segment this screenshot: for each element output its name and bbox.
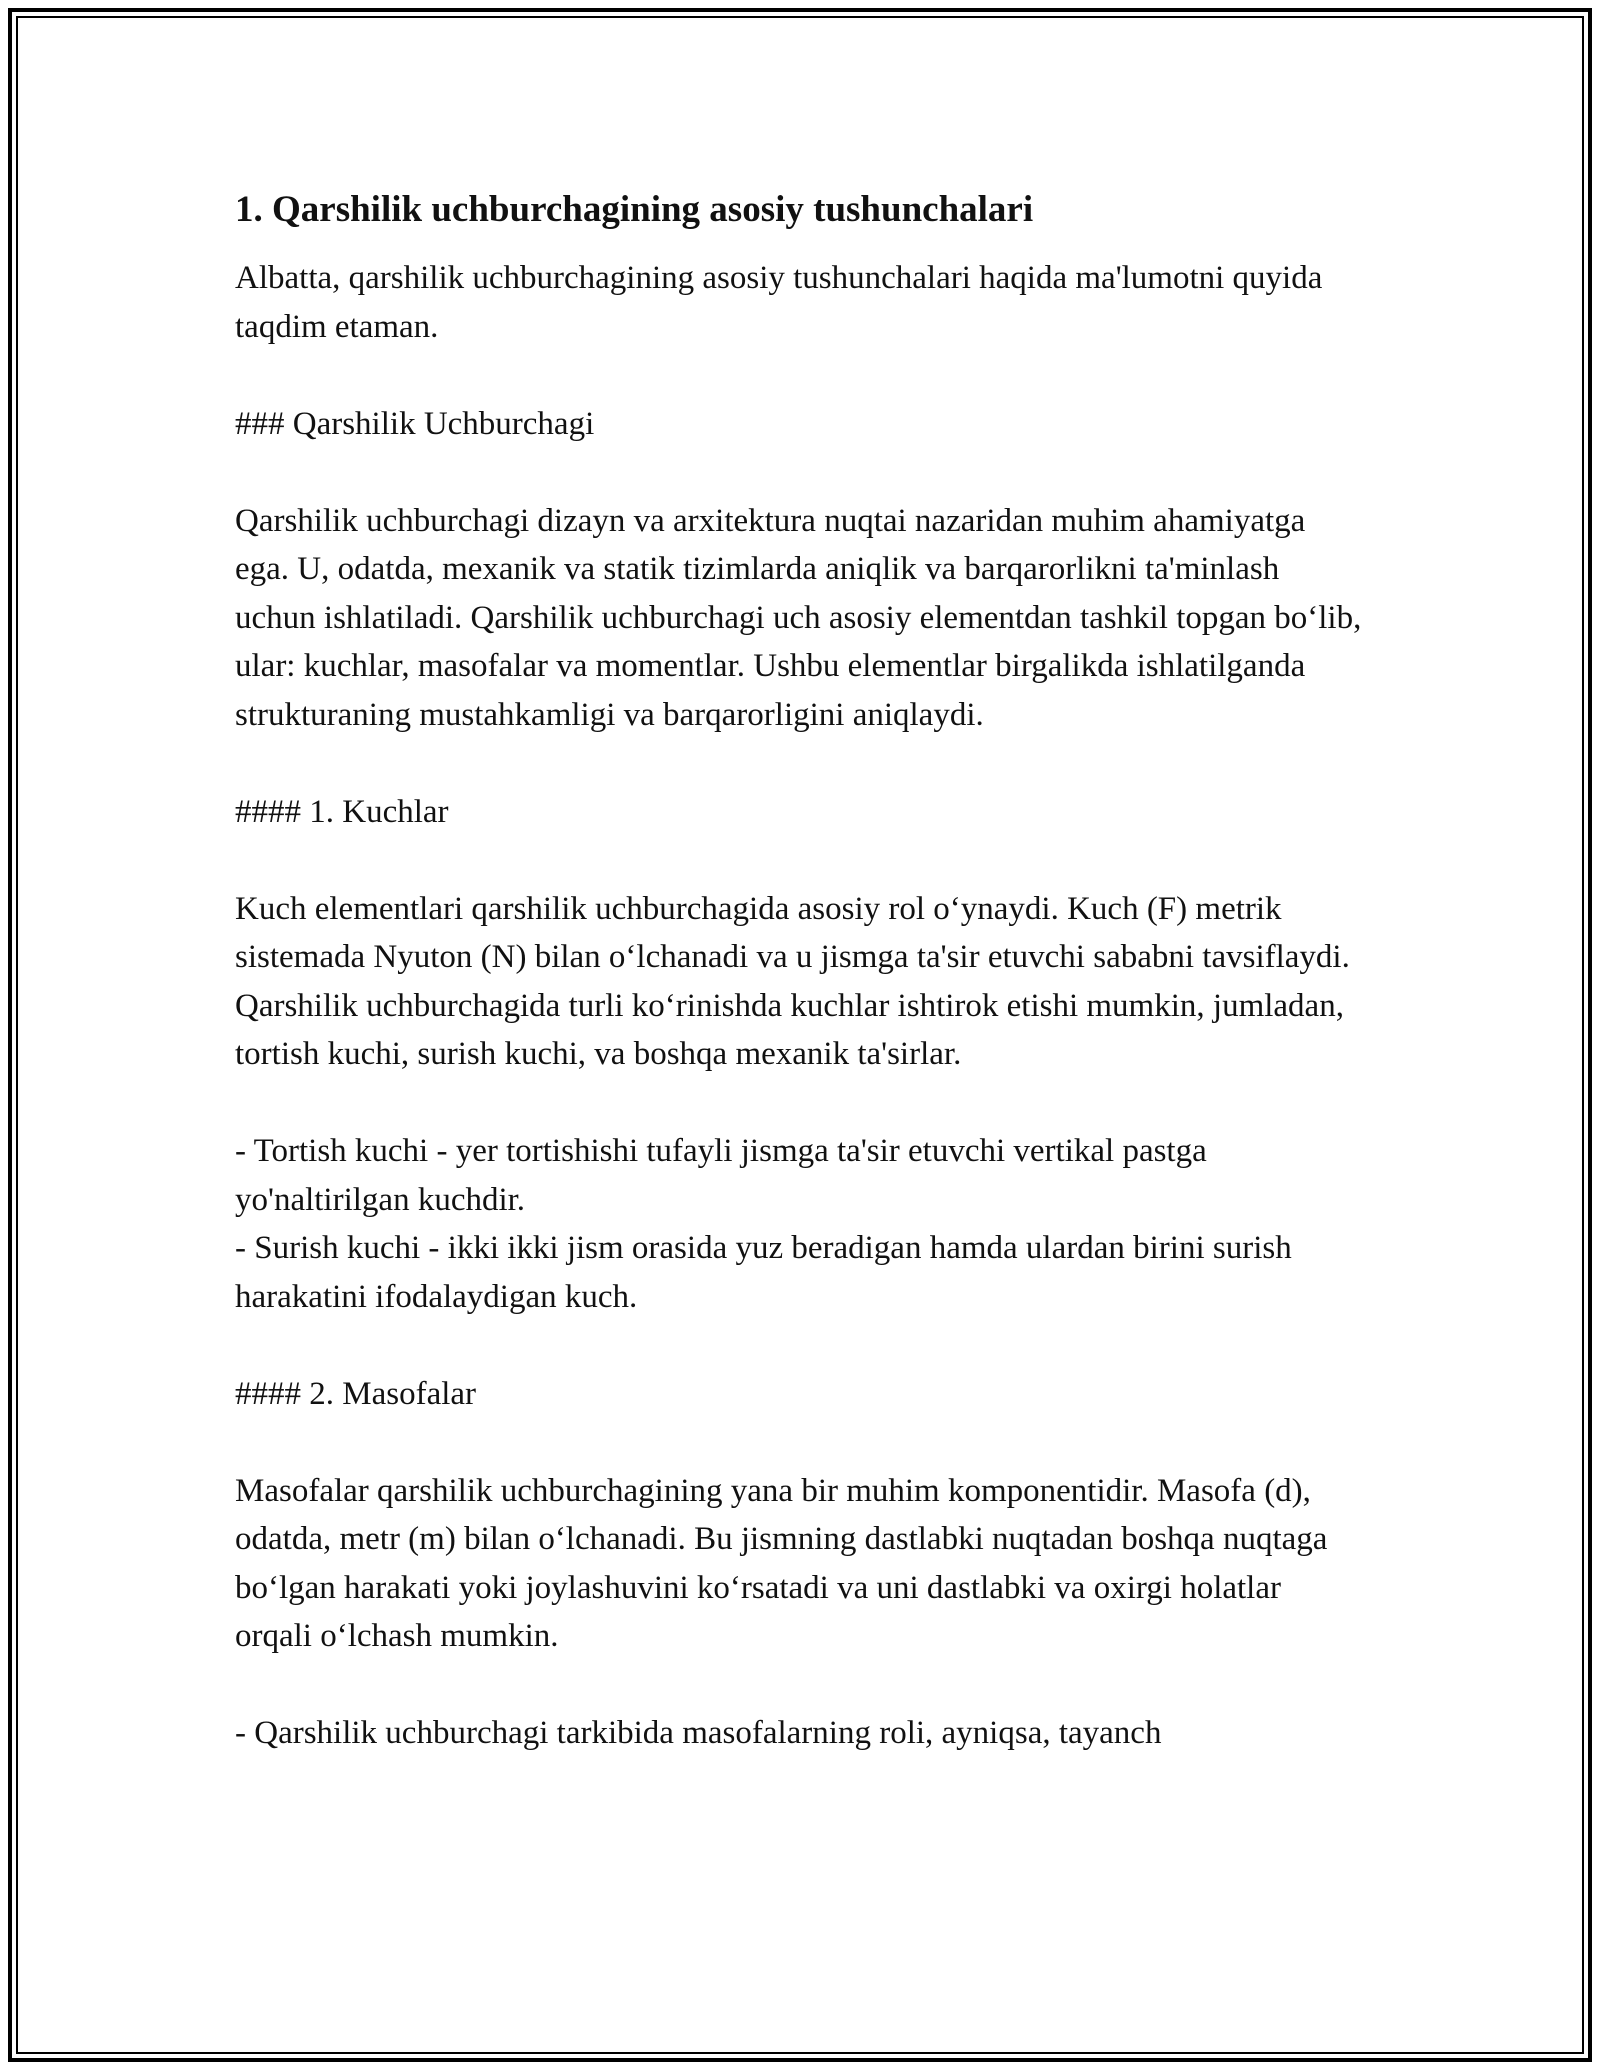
list-item: - Qarshilik uchburchagi tarkibida masofalarning roli, ayniqsa, tayanch <box>235 1715 1162 1751</box>
distances-list <box>235 1709 1365 1758</box>
section-heading-h3: ### Qarshilik Uchburchagi <box>235 405 595 442</box>
forces-paragraph: Kuch elementlari qarshilik uchburchagida asosiy rol o‘ynaydi. Kuch (F) metrik sistemada Nyuton (N) bilan o‘lchanadi va u jismga ta'sir etuvchi sababni tavsiflaydi. Qarshilik uchburchagida turli ko‘rinishda kuchlar ishtirok etishi mumkin, jumladan, tortish kuchi, surish kuchi, va boshqa mexanik ta'sirlar. <box>235 890 1350 1072</box>
list-item: - Tortish kuchi - yer tortishishi tufayli jismga ta'sir etuvchi vertikal pastga yo'naltirilgan kuchdir. <box>235 1133 1207 1218</box>
list-item: - Surish kuchi - ikki ikki jism orasida yuz beradigan hamda ulardan birini surish harakatini ifodalaydigan kuch. <box>235 1230 1292 1315</box>
forces-list <box>235 1127 1365 1321</box>
subheading-forces: #### 1. Kuchlar <box>235 793 449 830</box>
distances-paragraph: Masofalar qarshilik uchburchagining yana bir muhim komponentidir. Masofa (d), odatda, metr (m) bilan o‘lchanadi. Bu jismning dastlabki nuqtadan boshqa nuqtaga bo‘lgan harakati yoki joylashuvini ko‘rsatadi va uni dastlabki va oxirgi holatlar orqali o‘lchash mumkin. <box>235 1472 1328 1654</box>
document-body <box>235 186 1365 1806</box>
document-title: 1. Qarshilik uchburchagining asosiy tushunchalari <box>235 189 1034 230</box>
subheading-distances: #### 2. Masofalar <box>235 1375 477 1412</box>
overview-paragraph: Qarshilik uchburchagi dizayn va arxitektura nuqtai nazaridan muhim ahamiyatga ega. U, odatda, mexanik va statik tizimlarda aniqlik va barqarorlikni ta'minlash uchun ishlatiladi. Qarshilik uchburchagi uch asosiy elementdan tashkil topgan bo‘lib, ular: kuchlar, masofalar va momentlar. Ushbu elementlar birgalikda ishlatilganda strukturaning mustahkamligi va barqarorligini aniqlaydi. <box>235 502 1362 733</box>
intro-paragraph: Albatta, qarshilik uchburchagining asosiy tushunchalari haqida ma'lumotni quyida taqdim etaman. <box>235 260 1323 345</box>
